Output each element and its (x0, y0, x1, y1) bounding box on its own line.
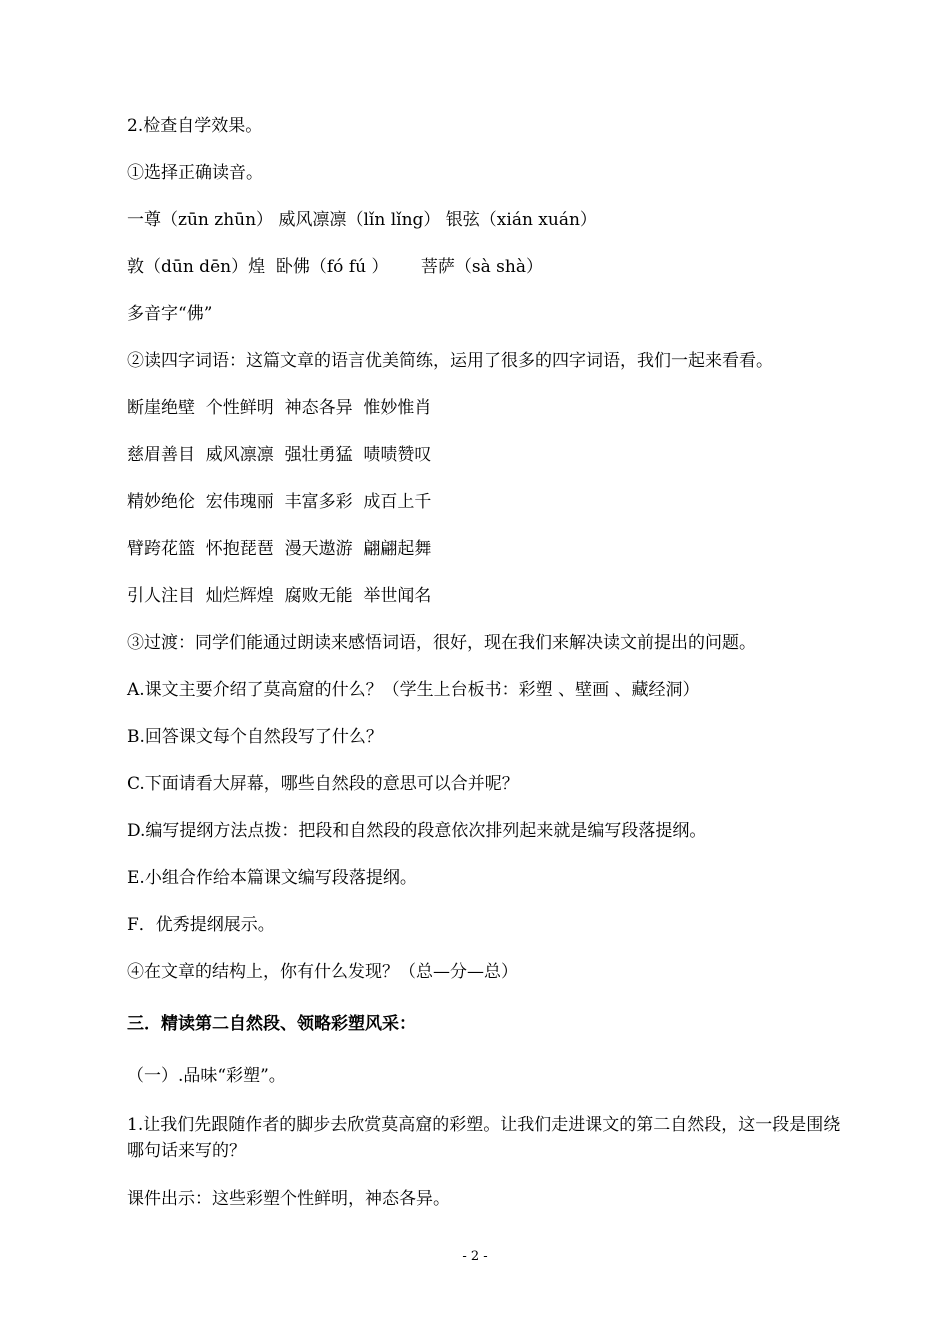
text-line: ②读四字词语：这篇文章的语言优美简练，运用了很多的四字词语，我们一起来看看。 (127, 351, 773, 371)
text-line: 敦（dūn dēn）煌 卧佛（fó fú ） 菩萨（sà shà） (127, 257, 543, 277)
text-line: 断崖绝壁 个性鲜明 神态各异 惟妙惟肖 (127, 398, 432, 418)
text-line: 2.检查自学效果。 (127, 116, 263, 136)
text-line: ④在文章的结构上，你有什么发现？（总—分—总） (127, 962, 518, 982)
text-line: C.下面请看大屏幕，哪些自然段的意思可以合并呢？ (127, 774, 519, 794)
text-line: 课件出示：这些彩塑个性鲜明，神态各异。 (127, 1189, 450, 1209)
subsection-heading: （一）.品味“彩塑”。 (127, 1066, 286, 1086)
text-line: 精妙绝伦 宏伟瑰丽 丰富多彩 成百上千 (127, 492, 432, 512)
text-line: B.回答课文每个自然段写了什么？ (127, 727, 383, 747)
text-line: F．优秀提纲展示。 (127, 915, 275, 935)
section-heading: 三．精读第二自然段、领略彩塑风采： (127, 1014, 416, 1034)
text-line: D.编写提纲方法点拨：把段和自然段的段意依次排列起来就是编写段落提纲。 (127, 821, 707, 841)
page-number: - 2 - (462, 1249, 488, 1264)
text-line: 臂跨花篮 怀抱琵琶 漫天遨游 翩翩起舞 (127, 539, 432, 559)
text-line: ①选择正确读音。 (127, 163, 263, 183)
text-line: 慈眉善目 威风凛凛 强壮勇猛 啧啧赞叹 (127, 445, 432, 465)
text-line: 多音字“佛” (127, 304, 213, 324)
text-line: E.小组合作给本篇课文编写段落提纲。 (127, 868, 417, 888)
text-line: 一尊（zūn zhūn） 威风凛凛（lǐn lǐng） 银弦（xián xuán） (127, 210, 597, 230)
text-line: A.课文主要介绍了莫高窟的什么？（学生上台板书：彩塑 、壁画 、藏经洞） (127, 680, 700, 700)
text-paragraph: 1.让我们先跟随作者的脚步去欣赏莫高窟的彩塑。让我们走进课文的第二自然段，这一段是围绕哪句话来写的？ (127, 1115, 841, 1161)
text-line: 引人注目 灿烂辉煌 腐败无能 举世闻名 (127, 586, 432, 606)
text-line: ③过渡：同学们能通过朗读来感悟词语，很好，现在我们来解决读文前提出的问题。 (127, 633, 756, 653)
